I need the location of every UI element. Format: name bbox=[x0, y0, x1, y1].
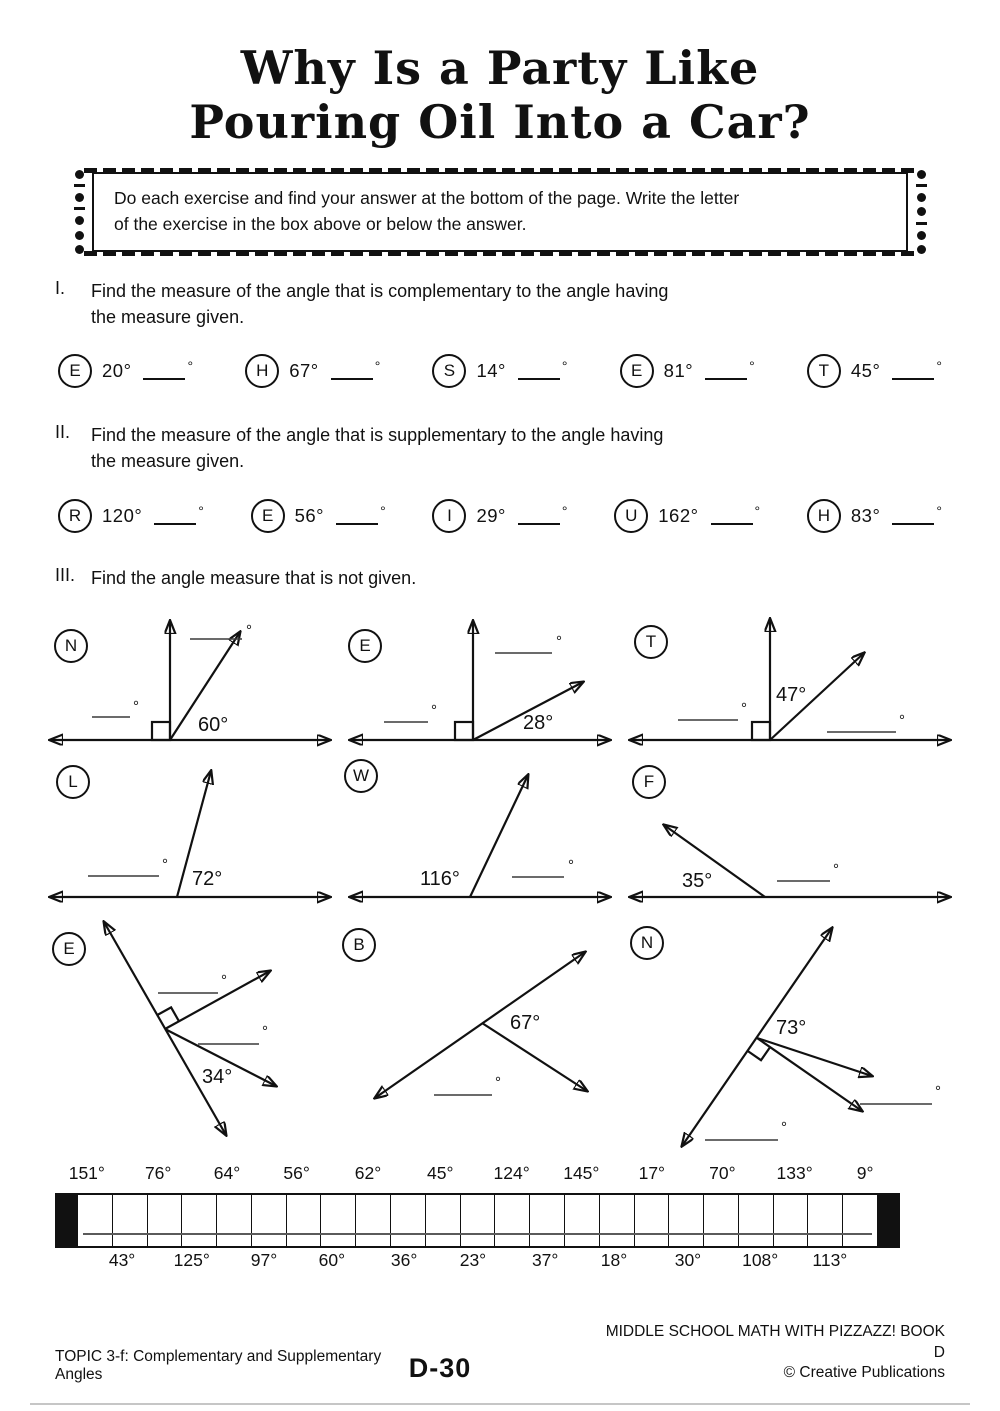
angle-label: 60° bbox=[198, 713, 229, 736]
answer-cell[interactable] bbox=[148, 1195, 183, 1246]
degree-mark: ° bbox=[568, 856, 574, 874]
letter-badge: T bbox=[807, 354, 841, 388]
diagram-grid bbox=[40, 605, 1000, 1161]
degree-mark: ° bbox=[749, 358, 755, 375]
diagram-cell-E-34 bbox=[40, 914, 340, 1161]
angle-label: 73° bbox=[776, 1016, 807, 1039]
diagram-cell-N-73 bbox=[620, 914, 960, 1161]
footer-publisher: © Creative Publications bbox=[783, 1364, 945, 1382]
answer-blank[interactable] bbox=[518, 362, 560, 380]
letter-badge: H bbox=[807, 499, 841, 533]
angle-ray bbox=[470, 775, 528, 897]
answer-blank[interactable] bbox=[331, 362, 373, 380]
section-1-prompt-line-2: the measure given. bbox=[91, 307, 245, 328]
problem-R-120 bbox=[58, 499, 204, 533]
given-angle: 20° bbox=[102, 360, 132, 382]
answer-value: 56° bbox=[283, 1162, 310, 1183]
answer-cell[interactable] bbox=[78, 1195, 113, 1246]
letter-badge: L bbox=[56, 765, 90, 799]
angle-label: 35° bbox=[682, 869, 713, 892]
answer-cell[interactable] bbox=[321, 1195, 356, 1246]
strip-end-cap-left bbox=[57, 1195, 78, 1246]
answer-cell[interactable] bbox=[774, 1195, 809, 1246]
degree-mark: ° bbox=[187, 358, 194, 375]
answer-value: 125° bbox=[173, 1249, 210, 1270]
answer-cell[interactable] bbox=[287, 1195, 322, 1246]
answer-cell[interactable] bbox=[600, 1195, 635, 1246]
right-angle-mark bbox=[455, 722, 473, 740]
answer-value: 43° bbox=[108, 1249, 136, 1270]
answer-cell[interactable] bbox=[182, 1195, 217, 1246]
degree-mark: ° bbox=[936, 502, 942, 519]
answer-cell[interactable] bbox=[808, 1195, 843, 1246]
degree-mark: ° bbox=[431, 701, 437, 719]
answer-strip bbox=[55, 1193, 900, 1248]
problem-E-20 bbox=[58, 354, 193, 388]
given-angle: 83° bbox=[850, 504, 881, 526]
answer-blank[interactable] bbox=[711, 507, 753, 525]
answer-cell[interactable] bbox=[530, 1195, 565, 1246]
section-2-prompt-line-1: Find the measure of the angle that is supplementary to the angle having bbox=[91, 425, 664, 446]
section-2-numeral: II. bbox=[55, 422, 71, 443]
answer-value: 97° bbox=[250, 1249, 278, 1270]
answer-cell[interactable] bbox=[426, 1195, 461, 1246]
diagram-cell-E-28 bbox=[340, 605, 620, 757]
right-angle-mark bbox=[748, 1047, 770, 1060]
degree-mark: ° bbox=[833, 860, 839, 878]
problem-E-81 bbox=[620, 354, 755, 388]
degree-mark: ° bbox=[741, 699, 747, 717]
degree-mark: ° bbox=[133, 697, 139, 715]
degree-mark: ° bbox=[198, 502, 204, 519]
answer-value: 113° bbox=[812, 1249, 848, 1270]
degree-mark: ° bbox=[754, 502, 761, 519]
angle-label: 34° bbox=[202, 1065, 233, 1088]
given-angle: 81° bbox=[663, 360, 694, 382]
answer-value: 64° bbox=[213, 1162, 241, 1183]
answer-value: 9° bbox=[856, 1162, 874, 1183]
decorative-dots-left bbox=[72, 170, 86, 255]
answer-cell[interactable] bbox=[669, 1195, 704, 1246]
section-2-prompt-line-2: the measure given. bbox=[91, 451, 245, 472]
answer-value: 60° bbox=[318, 1249, 346, 1270]
angle-diagram-E-28 bbox=[340, 605, 620, 757]
section-3-heading bbox=[55, 565, 1000, 591]
letter-badge: I bbox=[432, 499, 466, 533]
answer-value: 17° bbox=[638, 1162, 666, 1183]
answer-blank[interactable] bbox=[892, 507, 934, 525]
answer-value: 62° bbox=[354, 1162, 382, 1183]
degree-mark: ° bbox=[561, 358, 568, 375]
degree-mark: ° bbox=[262, 1022, 268, 1040]
angle-ray-upper bbox=[757, 1038, 872, 1076]
answer-labels-bottom bbox=[55, 1250, 915, 1276]
letter-badge: T bbox=[634, 625, 668, 659]
degree-mark: ° bbox=[899, 711, 905, 729]
problem-U-162 bbox=[614, 499, 760, 533]
diagram-cell-B-67 bbox=[340, 914, 620, 1161]
letter-badge: E bbox=[58, 354, 92, 388]
page-title bbox=[0, 42, 1000, 150]
decorative-dots-right bbox=[914, 170, 928, 255]
letter-badge: E bbox=[52, 932, 86, 966]
answer-blank[interactable] bbox=[143, 362, 185, 380]
angle-ray bbox=[664, 825, 765, 897]
problem-I-29 bbox=[432, 499, 567, 533]
instruction-box-wrap bbox=[92, 172, 908, 253]
given-angle: 45° bbox=[850, 360, 881, 382]
degree-mark: ° bbox=[374, 358, 381, 375]
answer-cell[interactable] bbox=[113, 1195, 148, 1246]
letter-badge: R bbox=[58, 499, 92, 533]
dashed-border-top bbox=[84, 168, 916, 173]
strip-cells bbox=[78, 1195, 877, 1246]
answer-value: 18° bbox=[600, 1249, 628, 1270]
answer-cell[interactable] bbox=[495, 1195, 530, 1246]
answer-blank[interactable] bbox=[336, 507, 378, 525]
answer-cell[interactable] bbox=[704, 1195, 739, 1246]
answer-value: 30° bbox=[674, 1249, 702, 1270]
section-2-problems bbox=[58, 499, 942, 533]
given-angle: 162° bbox=[658, 504, 699, 526]
footer bbox=[55, 1322, 945, 1385]
degree-mark: ° bbox=[495, 1073, 501, 1091]
letter-badge: H bbox=[245, 354, 279, 388]
title-line-2: Pouring Oil Into a Car? bbox=[189, 94, 811, 149]
letter-badge: W bbox=[344, 759, 378, 793]
angle-diagram-N-73 bbox=[620, 914, 960, 1161]
answer-value: 45° bbox=[427, 1162, 454, 1183]
degree-mark: ° bbox=[556, 632, 562, 650]
angle-label: 67° bbox=[510, 1011, 541, 1034]
answer-value: 145° bbox=[563, 1162, 600, 1183]
answer-value: 151° bbox=[68, 1162, 105, 1183]
footer-page-code: D-30 bbox=[408, 1353, 472, 1384]
diagram-cell-L-72 bbox=[40, 757, 340, 914]
letter-badge: N bbox=[54, 629, 88, 663]
answer-blank[interactable] bbox=[154, 507, 196, 525]
angle-label: 47° bbox=[776, 683, 807, 706]
letter-badge: N bbox=[630, 926, 664, 960]
answer-blank[interactable] bbox=[892, 362, 934, 380]
degree-mark: ° bbox=[781, 1118, 787, 1136]
letter-badge: U bbox=[614, 499, 648, 533]
letter-badge: E bbox=[620, 354, 654, 388]
angle-ray-upper bbox=[165, 971, 270, 1029]
answer-value: 23° bbox=[459, 1249, 487, 1270]
given-angle: 14° bbox=[476, 360, 506, 382]
given-angle: 29° bbox=[476, 504, 506, 526]
section-3-prompt: Find the angle measure that is not given. bbox=[91, 567, 417, 588]
answer-value: 37° bbox=[531, 1249, 559, 1270]
problem-H-83 bbox=[807, 499, 942, 533]
letter-badge: S bbox=[432, 354, 466, 388]
diagram-cell-T-47 bbox=[620, 605, 960, 757]
given-angle: 67° bbox=[289, 360, 319, 382]
degree-mark: ° bbox=[935, 1082, 941, 1100]
letter-badge: E bbox=[251, 499, 285, 533]
given-angle: 120° bbox=[102, 504, 143, 526]
degree-mark: ° bbox=[561, 502, 568, 519]
strip-end-cap-right bbox=[877, 1195, 898, 1246]
letter-badge: B bbox=[342, 928, 376, 962]
problem-H-67 bbox=[245, 354, 380, 388]
answer-blank[interactable] bbox=[518, 507, 560, 525]
answer-value: 124° bbox=[493, 1162, 530, 1183]
footer-topic: TOPIC 3-f: Complementary and Supplementary Angles bbox=[55, 1348, 382, 1384]
section-3-numeral: III. bbox=[55, 564, 76, 585]
angle-label: 28° bbox=[523, 711, 554, 734]
degree-mark: ° bbox=[380, 502, 386, 519]
answer-cell[interactable] bbox=[217, 1195, 252, 1246]
letter-badge: E bbox=[348, 629, 382, 663]
section-1-numeral: I. bbox=[55, 278, 66, 299]
answer-cell[interactable] bbox=[391, 1195, 426, 1246]
diagram-cell-F-35 bbox=[620, 757, 960, 914]
answer-value: 133° bbox=[776, 1162, 813, 1183]
problem-E-56 bbox=[251, 499, 386, 533]
letter-badge: F bbox=[632, 765, 666, 799]
angle-label: 116° bbox=[420, 867, 460, 890]
degree-mark: ° bbox=[221, 971, 227, 989]
answer-labels-top bbox=[55, 1163, 915, 1189]
angle-label: 72° bbox=[192, 867, 223, 890]
instruction-line-2: of the exercise in the box above or below the answer. bbox=[114, 213, 527, 234]
instruction-box bbox=[92, 172, 908, 253]
strip-writing-line bbox=[83, 1233, 872, 1235]
answer-cell[interactable] bbox=[635, 1195, 670, 1246]
answer-cell[interactable] bbox=[461, 1195, 496, 1246]
problem-T-45 bbox=[807, 354, 942, 388]
answer-cell[interactable] bbox=[356, 1195, 391, 1246]
answer-value: 36° bbox=[390, 1249, 418, 1270]
angle-diagram-B-67 bbox=[340, 914, 620, 1151]
right-angle-mark bbox=[152, 722, 170, 740]
section-1-prompt-line-1: Find the measure of the angle that is complementary to the angle having bbox=[91, 281, 669, 302]
answer-value: 70° bbox=[709, 1162, 736, 1183]
angle-diagram-T-47 bbox=[620, 605, 960, 757]
diagram-cell-W-116 bbox=[340, 757, 620, 914]
angle-diagram-N-60 bbox=[40, 605, 340, 757]
degree-mark: ° bbox=[936, 358, 942, 375]
transversal-line bbox=[375, 952, 585, 1098]
angle-ray-lower bbox=[757, 1038, 862, 1111]
title-line-1: Why Is a Party Like bbox=[240, 41, 760, 95]
angle-diagram-W-116 bbox=[340, 757, 620, 914]
instruction-line-1: Do each exercise and find your answer at the bottom of the page. Write the letter bbox=[114, 187, 740, 208]
answer-value: 76° bbox=[144, 1162, 172, 1183]
right-angle-mark bbox=[752, 722, 770, 740]
answer-cell[interactable] bbox=[565, 1195, 600, 1246]
bottom-rule bbox=[30, 1403, 970, 1405]
answer-value: 108° bbox=[742, 1249, 779, 1270]
dashed-border-bottom bbox=[84, 251, 916, 256]
answer-cell[interactable] bbox=[843, 1195, 877, 1246]
answer-blank[interactable] bbox=[705, 362, 747, 380]
section-2-heading bbox=[55, 422, 1000, 474]
answer-cell[interactable] bbox=[739, 1195, 774, 1246]
footer-book-title: MIDDLE SCHOOL MATH WITH PIZZAZZ! BOOK D bbox=[605, 1322, 945, 1361]
degree-mark: ° bbox=[162, 855, 168, 873]
transversal-line bbox=[682, 928, 832, 1146]
problem-S-14 bbox=[432, 354, 567, 388]
answer-cell[interactable] bbox=[252, 1195, 287, 1246]
angle-diagram-F-35 bbox=[620, 757, 960, 914]
diagram-cell-N-60 bbox=[40, 605, 340, 757]
section-1-problems bbox=[58, 354, 942, 388]
section-1-heading bbox=[55, 278, 1000, 330]
given-angle: 56° bbox=[294, 504, 325, 526]
degree-mark: ° bbox=[246, 621, 252, 639]
